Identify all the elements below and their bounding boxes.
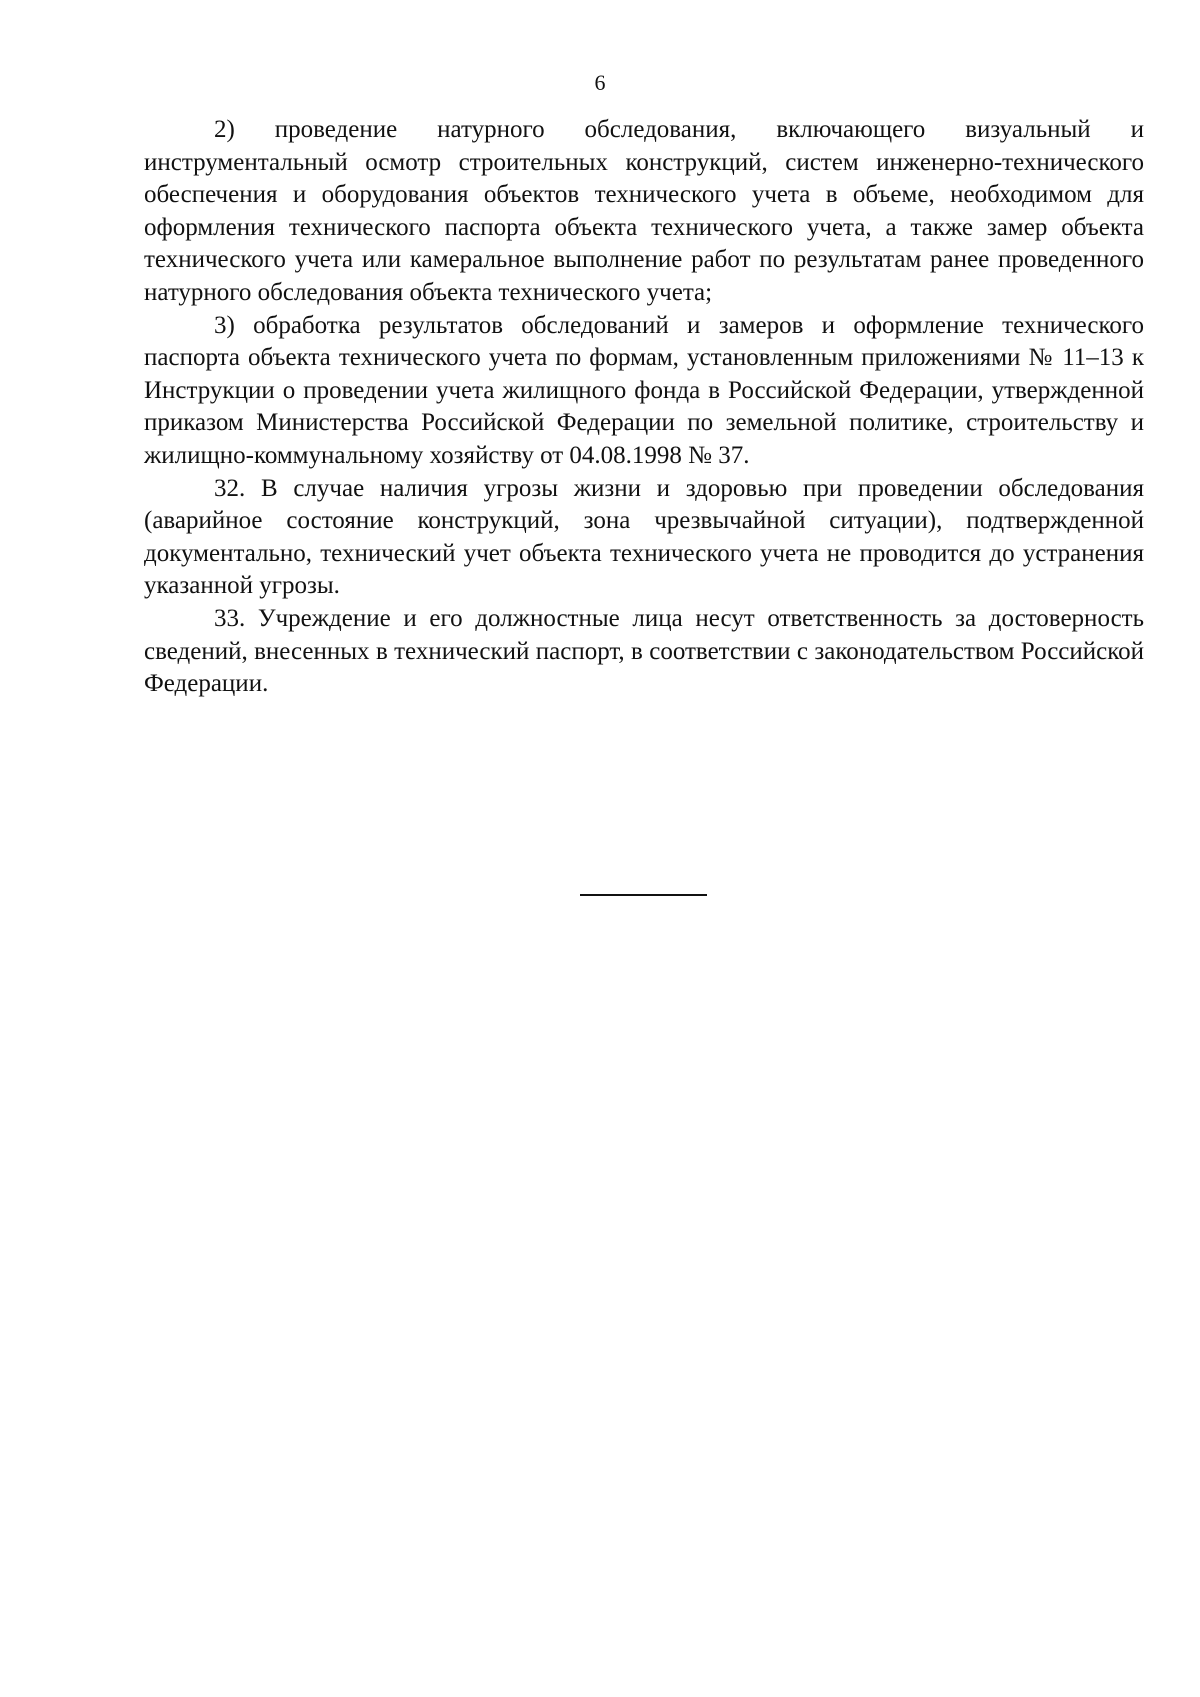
clause-32: 32. В случае наличия угрозы жизни и здоровью при проведении обследования (аварийное состояние конструкций, зона чрезвычайной ситуации), подтвержденной документально, технический учет объекта технического учета не проводится до устранения указанной угрозы. xyxy=(144,474,1144,600)
end-of-document-divider xyxy=(580,894,707,896)
list-item-3: 3) обработка результатов обследований и замеров и оформление технического паспорта объекта технического учета по формам, установленным приложениями № 11–13 к Инструкции о проведении учета жилищного фонда в Российской Федерации, утвержденной приказом Министерства Российской Федерации по земельной политике, строительству и жилищно-коммунальному хозяйству от 04.08.1998 № 37. xyxy=(144,311,1144,469)
page-number: 6 xyxy=(594,70,606,95)
document-body xyxy=(144,114,1144,701)
clause-33: 33. Учреждение и его должностные лица несут ответственность за достоверность сведений, внесенных в технический паспорт, в соответствии с законодательством Российской Федерации. xyxy=(144,604,1144,698)
list-item-2: 2) проведение натурного обследования, включающего визуальный и инструментальный осмотр строительных конструкций, систем инженерно-технического обеспечения и оборудования объектов технического учета в объеме, необходимом для оформления технического паспорта объекта технического учета, а также замер объекта технического учета или камеральное выполнение работ по результатам ранее проведенного натурного обследования объекта технического учета; xyxy=(144,116,1144,306)
